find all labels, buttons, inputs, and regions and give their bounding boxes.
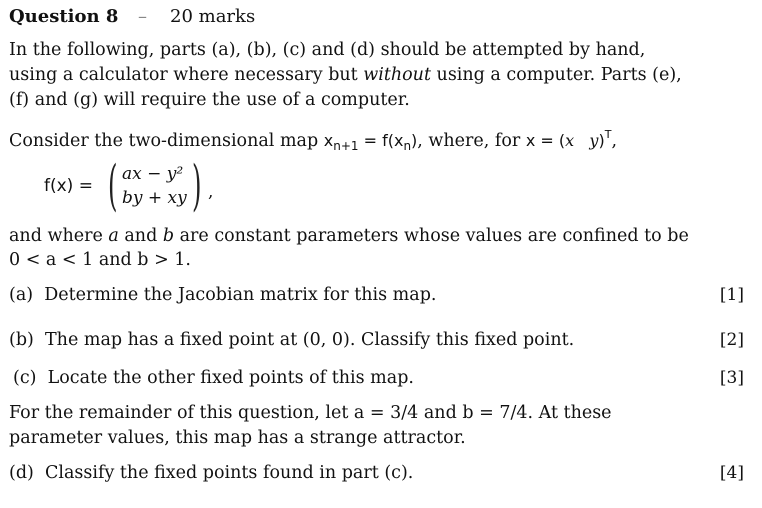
map-def-text-b: , where, for xyxy=(417,131,526,151)
map-equation: $x_{n+1} = f(x_n)$ xyxy=(323,131,418,153)
part-c-marks: [3] xyxy=(719,368,744,388)
map-def-text-c: , xyxy=(611,131,618,151)
part-d-label: (d) xyxy=(9,463,34,483)
constraints-text-e: are constant parameters whose values are confined to be xyxy=(174,226,689,246)
part-c xyxy=(13,368,414,388)
matrix-row-1: ax − y² xyxy=(122,164,184,184)
question-marks: 20 marks xyxy=(170,6,256,27)
part-a-marks: [1] xyxy=(719,285,744,305)
part-c-text: Locate the other fixed points of this map. xyxy=(47,368,414,388)
intro-line-2c: using a computer. Parts (e), xyxy=(430,65,682,85)
matrix-label: f(x) = xyxy=(44,176,93,196)
part-b-marks: [2] xyxy=(719,330,744,350)
remainder-line-1: For the remainder of this question, let a = 3/4 and b = 7/4. At these xyxy=(9,403,612,423)
intro-line-3: (f) and (g) will require the use of a computer. xyxy=(9,90,410,110)
intro-line-1: In the following, parts (a), (b), (c) and (d) should be attempted by hand, xyxy=(9,40,646,60)
intro-line-2 xyxy=(9,65,682,85)
header-separator: – xyxy=(138,6,147,27)
function-matrix xyxy=(44,154,244,217)
part-b-text: The map has a fixed point at (0, 0). Classify this fixed point. xyxy=(45,330,575,350)
matrix-trailing-comma: , xyxy=(208,182,214,202)
part-a xyxy=(9,285,436,305)
part-a-text: Determine the Jacobian matrix for this map. xyxy=(44,285,437,305)
part-d-marks: [4] xyxy=(719,463,744,483)
constraints-line-1 xyxy=(9,226,689,246)
part-b xyxy=(9,330,574,350)
part-d xyxy=(9,463,413,483)
part-d-text: Classify the fixed points found in part (c). xyxy=(45,463,414,483)
map-definition-line xyxy=(9,125,617,156)
intro-emphasis-without: without xyxy=(363,65,431,85)
matrix-row-2: by + xy xyxy=(122,188,187,208)
constraints-line-2: 0 < a < 1 and b > 1. xyxy=(9,250,191,270)
part-b-label: (b) xyxy=(9,330,34,350)
left-paren: ( xyxy=(108,154,118,217)
remainder-line-2: parameter values, this map has a strange attractor. xyxy=(9,428,466,448)
part-a-label: (a) xyxy=(9,285,34,305)
vector-definition: x = (x y)$^T$ xyxy=(525,128,612,150)
constraints-text-c: and xyxy=(118,226,163,246)
question-title: Question 8 xyxy=(9,6,119,27)
intro-line-2a: using a calculator where necessary but xyxy=(9,65,364,85)
param-b: b xyxy=(162,226,175,246)
right-paren: ) xyxy=(192,154,202,217)
constraints-text-a: and where xyxy=(9,226,109,246)
part-c-label: (c) xyxy=(13,368,37,388)
map-def-text-a: Consider the two-dimensional map xyxy=(9,131,324,151)
param-a: a xyxy=(108,226,119,246)
